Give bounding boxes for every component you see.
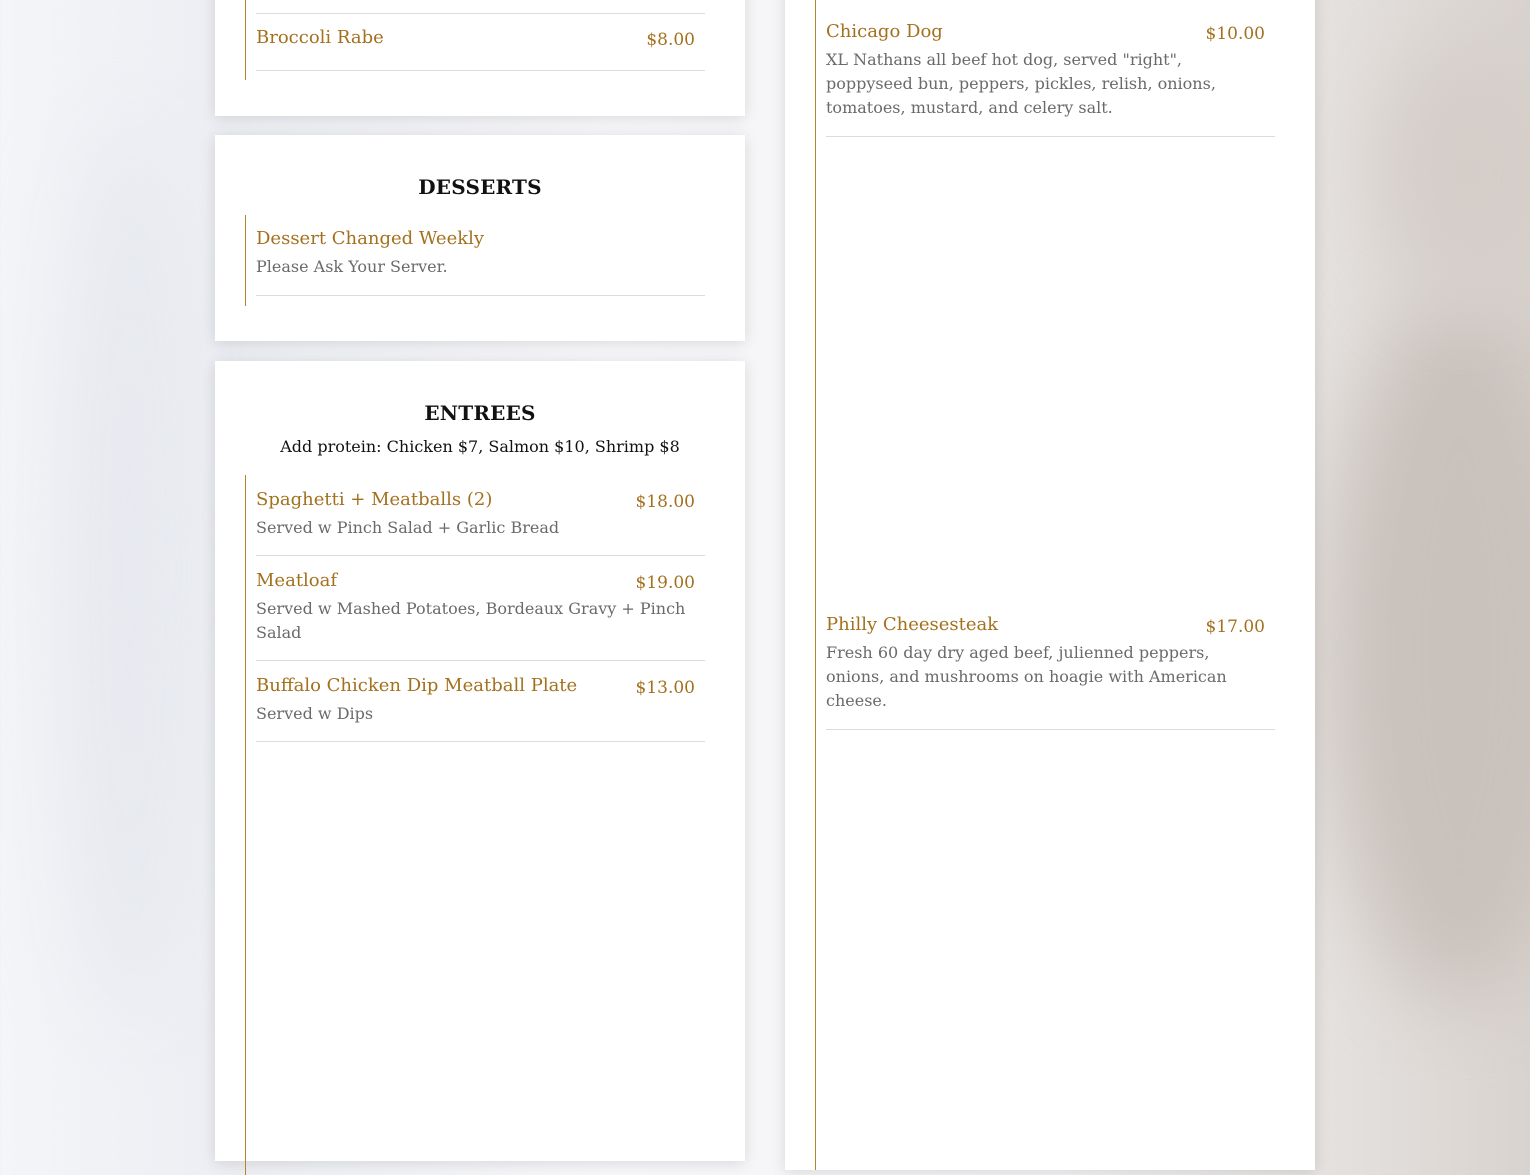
menu-item-description: Please Ask Your Server. [256,257,448,276]
menu-item-price: $13.00 [635,678,695,698]
divider [256,741,705,742]
menu-item[interactable] [826,614,1265,714]
divider [826,136,1275,137]
desserts-card [215,135,745,341]
sandwiches-card [785,0,1315,1170]
menu-item-name: Spaghetti + Meatballs (2) [256,489,493,510]
menu-item-name: Dessert Changed Weekly [256,228,485,249]
section-title: ENTREES [424,401,536,425]
menu-item[interactable] [256,675,695,735]
entrees-card [215,361,745,1161]
menu-item-description: XL Nathans all beef hot dog, served "right", poppyseed bun, peppers, pickles, relish, onions, tomatoes, mustard, and celery salt. [826,50,1216,117]
menu-item-description: Served w Dips [256,704,374,723]
menu-item-name: Meatloaf [256,570,338,591]
menu-item[interactable] [256,228,705,288]
background-blur [1380,40,1530,300]
section-note: Add protein: Chicken $7, Salmon $10, Shrimp $8 [280,437,680,456]
menu-item[interactable] [826,21,1265,121]
divider [826,729,1275,730]
menu-item-price: $10.00 [1205,24,1265,44]
sides-card [215,0,745,116]
menu-item[interactable] [256,570,695,650]
menu-item-description: Served w Pinch Salad + Garlic Bread [256,518,560,537]
menu-item-price: $19.00 [635,573,695,593]
section-rule [245,215,246,306]
menu-item[interactable] [256,27,695,67]
divider [256,70,705,71]
divider [256,13,705,14]
section-rule [815,0,816,1170]
background-blur [60,120,200,1020]
background-blur [1330,300,1530,1000]
menu-item-description: Served w Mashed Potatoes, Bordeaux Gravy + Pinch Salad [256,599,686,642]
menu-item-price: $8.00 [646,30,695,50]
section-title: DESSERTS [418,175,542,199]
divider [256,555,705,556]
menu-item[interactable] [256,489,695,549]
menu-item-name: Philly Cheesesteak [826,614,999,635]
menu-item-description: Fresh 60 day dry aged beef, julienned peppers, onions, and mushrooms on hoagie with American cheese. [826,643,1227,710]
section-rule [245,0,246,80]
menu-item-name: Broccoli Rabe [256,27,384,48]
section-rule [245,475,246,1175]
divider [256,660,705,661]
menu-item-name: Buffalo Chicken Dip Meatball Plate [256,675,578,696]
menu-item-price: $18.00 [635,492,695,512]
divider [256,295,705,296]
menu-item-name: Chicago Dog [826,21,943,42]
menu-item-price: $17.00 [1205,617,1265,637]
